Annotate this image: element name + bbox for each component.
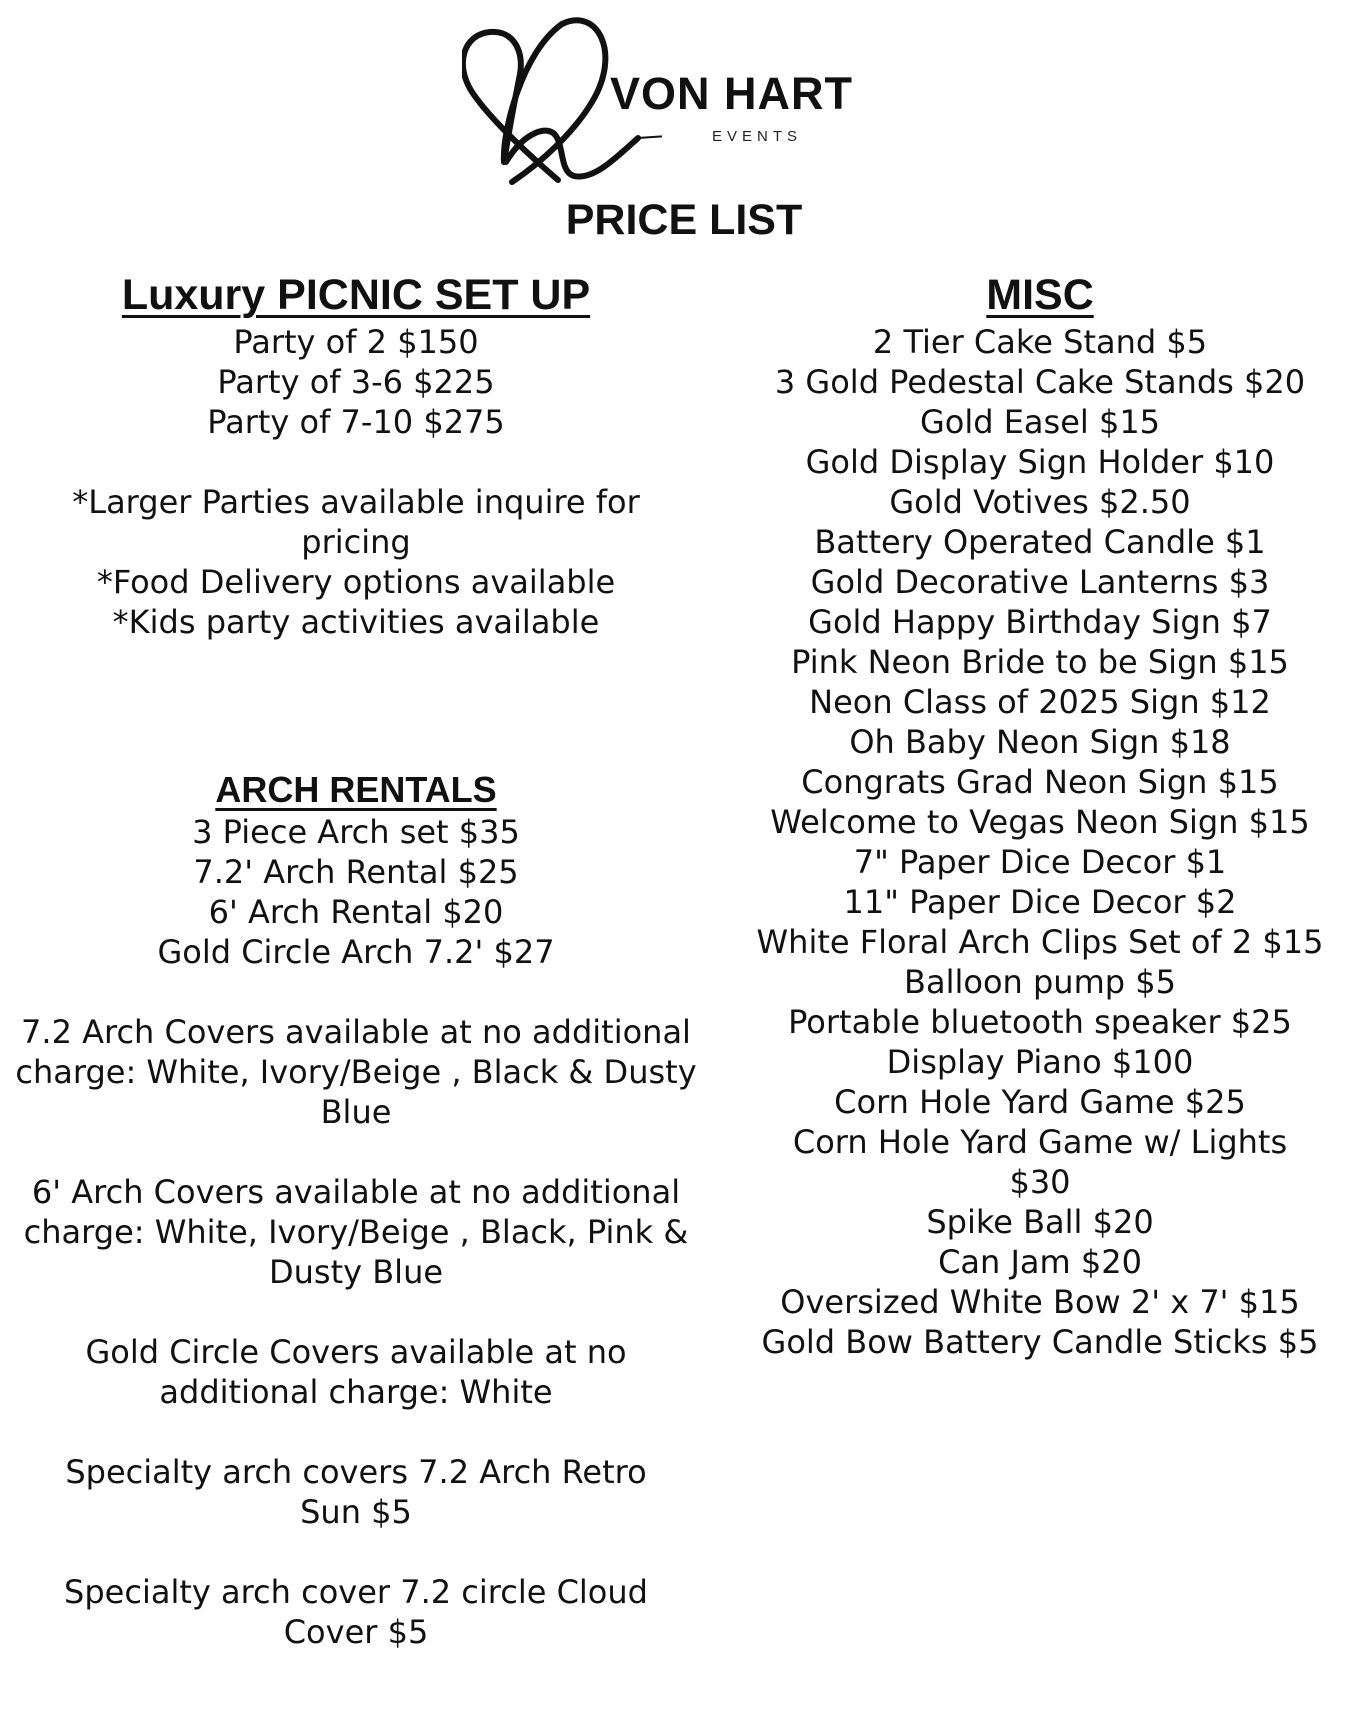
misc-price-item: Gold Happy Birthday Sign $7 [808,603,1272,641]
picnic-price-item: Party of 7-10 $275 [207,403,505,441]
misc-price-item: Gold Display Sign Holder $10 [805,443,1275,481]
misc-price-item: 2 Tier Cake Stand $5 [872,323,1208,361]
page-title: PRICE LIST [565,196,803,244]
misc-price-item: Congrats Grad Neon Sign $15 [801,763,1279,801]
arch-price-item: 7.2' Arch Rental $25 [193,853,519,891]
picnic-price-item: Party of 3-6 $225 [217,363,495,401]
misc-price-item: Display Piano $100 [886,1043,1194,1081]
misc-price-item: Gold Bow Battery Candle Sticks $5 [761,1323,1319,1361]
picnic-heading: Luxury PICNIC SET UP [121,271,591,319]
arch-note: Gold Circle Covers available at no additional charge: White [85,1333,627,1411]
misc-price-item: Gold Votives $2.50 [889,483,1191,521]
misc-price-item: Neon Class of 2025 Sign $12 [809,683,1271,721]
picnic-note: *Kids party activities available [112,603,600,641]
picnic-price-list [0,322,712,642]
logo [462,12,852,192]
picnic-section [0,270,712,642]
misc-price-item: Welcome to Vegas Neon Sign $15 [770,803,1310,841]
misc-price-item: Oh Baby Neon Sign $18 [849,723,1231,761]
misc-price-item: Oversized White Bow 2' x 7' $15 [780,1283,1300,1321]
arch-section [0,768,712,1652]
arch-note: Specialty arch covers 7.2 Arch Retro Sun $5 [65,1453,647,1531]
misc-section [712,270,1368,1362]
misc-price-item: Battery Operated Candle $1 [814,523,1266,561]
misc-heading: MISC [986,271,1094,319]
misc-price-item: Gold Easel $15 [919,403,1161,441]
brand-name: VON HART [610,68,853,119]
misc-price-item: White Floral Arch Clips Set of 2 $15 [756,923,1324,961]
misc-price-item: 7" Paper Dice Decor $1 [853,843,1227,881]
arch-heading: ARCH RENTALS [215,769,497,810]
arch-price-item: 6' Arch Rental $20 [208,893,504,931]
arch-note: 7.2 Arch Covers available at no additional charge: White, Ivory/Beige , Black & Dusty Blue [15,1013,697,1131]
arch-price-item: Gold Circle Arch 7.2' $27 [157,933,555,971]
misc-price-list [712,322,1368,1362]
brand-subtitle: EVENTS [712,128,803,145]
misc-price-item: Corn Hole Yard Game $25 [834,1083,1246,1121]
misc-price-item: 11" Paper Dice Decor $2 [843,883,1237,921]
misc-price-item: Gold Decorative Lanterns $3 [810,563,1270,601]
misc-price-item: Can Jam $20 [938,1243,1142,1281]
misc-price-item: Pink Neon Bride to be Sign $15 [791,643,1289,681]
picnic-note: *Larger Parties available inquire for pricing [72,483,640,561]
arch-note: 6' Arch Covers available at no additional charge: White, Ivory/Beige , Black, Pink & Dusty Blue [23,1173,689,1291]
misc-price-item: 3 Gold Pedestal Cake Stands $20 [774,363,1306,401]
arch-price-item: 3 Piece Arch set $35 [192,813,520,851]
picnic-note: *Food Delivery options available [96,563,616,601]
arch-note: Specialty arch cover 7.2 circle Cloud Cover $5 [64,1573,648,1651]
misc-price-item: Corn Hole Yard Game w/ Lights $30 [792,1123,1288,1201]
picnic-price-item: Party of 2 $150 [233,323,479,361]
misc-price-item: Balloon pump $5 [904,963,1176,1001]
misc-price-item: Portable bluetooth speaker $25 [788,1003,1292,1041]
misc-price-item: Spike Ball $20 [926,1203,1154,1241]
arch-price-list [0,812,712,1652]
